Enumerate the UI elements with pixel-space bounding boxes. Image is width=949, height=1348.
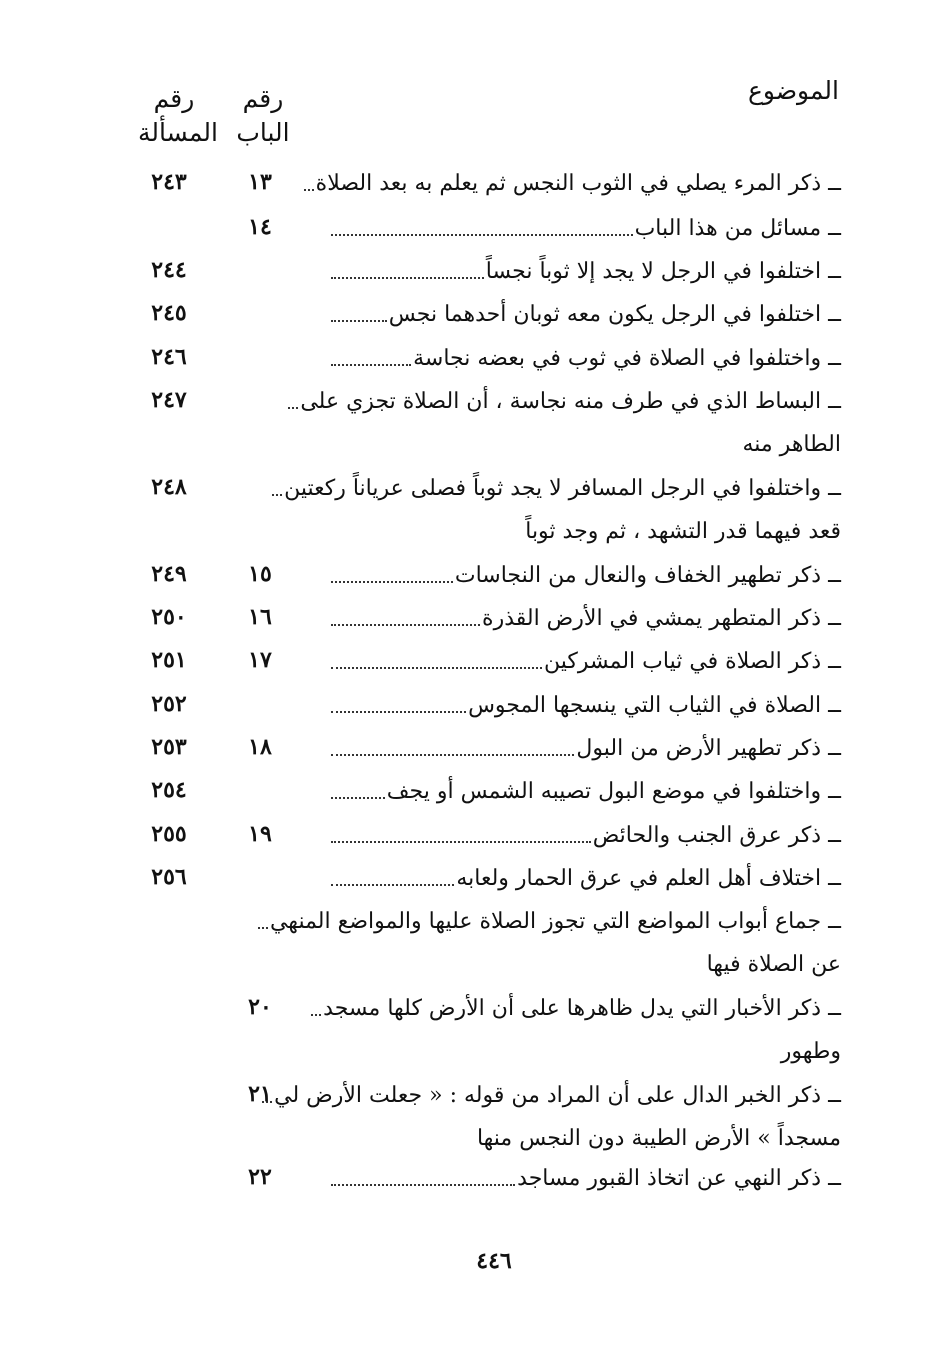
dot-leader xyxy=(304,189,314,191)
dot-leader xyxy=(331,754,574,756)
index-entry-line xyxy=(300,383,841,417)
dot-leader xyxy=(331,797,385,799)
issue-number: ٢٥٣ xyxy=(151,734,187,760)
index-entry-line xyxy=(331,210,841,244)
dot-leader xyxy=(331,667,542,669)
chapter-number: ١٣ xyxy=(248,169,272,195)
index-entry-text: ــ واختلفوا في الرجل المسافر لا يجد ثوباً فصلى عرياناً ركعتين xyxy=(284,476,841,501)
issue-number: ٢٥٢ xyxy=(151,691,187,717)
index-entry-text: ــ ذكر الأخبار التي يدل ظاهرها على أن الأرض كلها مسجد xyxy=(323,996,841,1021)
index-entry-line xyxy=(331,817,841,851)
dot-leader xyxy=(258,927,268,929)
index-entry-text: ــ واختلفوا في الصلاة في ثوب في بعضه نجاسة xyxy=(413,346,841,371)
index-entry-text: مسجداً » الأرض الطيبة دون النجس منها xyxy=(476,1126,841,1151)
dot-leader xyxy=(311,1014,321,1016)
issue-number: ٢٥٤ xyxy=(151,777,187,803)
chapter-number: ٢٢ xyxy=(248,1164,272,1190)
index-entry-line xyxy=(284,470,841,504)
index-entry-text: ــ ذكر تطهير الخفاف والنعال من النجاسات xyxy=(454,563,841,588)
index-entry-line xyxy=(331,860,841,894)
index-entry-text: ــ ذكر تطهير الأرض من البول xyxy=(576,736,841,761)
chapter-number: ١٤ xyxy=(248,214,272,240)
chapter-number: ١٨ xyxy=(248,734,272,760)
index-entry-text: ــ ذكر المتطهر يمشي في الأرض القذرة xyxy=(482,606,841,631)
index-entry-text: ــ واختلفوا في موضع البول تصيبه الشمس أو يجف xyxy=(386,779,841,804)
index-entry-line xyxy=(331,513,841,547)
index-entry-line xyxy=(269,903,841,937)
topic-column-header: الموضوع xyxy=(748,76,839,105)
index-entry-text: ــ الصلاة في الثياب التي ينسجها المجوس xyxy=(468,693,841,718)
index-entry-text: ــ مسائل من هذا الباب xyxy=(634,216,841,241)
dot-leader xyxy=(331,884,454,886)
issue-number: ٢٤٨ xyxy=(151,474,187,500)
dot-leader xyxy=(288,407,298,409)
issue-number: ٢٥٦ xyxy=(151,864,187,890)
index-entry-text: ــ ذكر الخبر الدال على أن المراد من قوله : « جعلت الأرض لي xyxy=(274,1083,841,1108)
index-entry-line xyxy=(331,296,841,330)
index-entry-text: وطهور xyxy=(780,1039,841,1064)
index-entry-text: ــ ذكر الصلاة في ثياب المشركين xyxy=(544,649,841,674)
dot-leader xyxy=(331,581,453,583)
index-entry-line xyxy=(331,687,841,721)
page-number: ٤٤٦ xyxy=(476,1248,512,1274)
dot-leader xyxy=(331,364,411,366)
index-entry-line xyxy=(315,165,841,199)
index-entry-line xyxy=(274,1077,841,1111)
index-entry-line xyxy=(331,253,841,287)
index-entry-line xyxy=(331,643,841,677)
index-entry-line xyxy=(331,1033,841,1067)
issue-number: ٢٥٠ xyxy=(151,604,187,630)
issue-number-column-header: رقم المسألة xyxy=(138,84,218,147)
index-entry-line xyxy=(331,773,841,807)
dot-leader xyxy=(331,711,466,713)
dot-leader xyxy=(331,1184,515,1186)
index-entry-text: ــ البساط الذي في طرف منه نجاسة ، أن الصلاة تجزي على xyxy=(300,389,841,414)
index-entry-line xyxy=(331,557,841,591)
dot-leader xyxy=(331,277,484,279)
index-entry-line xyxy=(331,340,841,374)
dot-leader xyxy=(331,624,480,626)
chapter-number: ١٧ xyxy=(248,647,272,673)
index-entry-line xyxy=(323,990,841,1024)
index-entry-line xyxy=(331,1120,841,1154)
dot-leader xyxy=(331,841,591,843)
chapter-number: ٢١ xyxy=(248,1081,272,1107)
index-entry-text: ــ ذكر المرء يصلي في الثوب النجس ثم يعلم به بعد الصلاة xyxy=(315,171,841,196)
chapter-number-column-header: رقم الباب xyxy=(236,84,290,147)
index-entry-text: قعد فيهما قدر التشهد ، ثم وجد ثوباً xyxy=(525,519,841,544)
index-entry-text: ــ ذكر النهي عن اتخاذ القبور مساجد xyxy=(517,1166,841,1191)
index-entry-line xyxy=(331,1160,841,1194)
chapter-number: ١٥ xyxy=(248,561,272,587)
chapter-number: ١٩ xyxy=(248,821,272,847)
index-entry-text: ــ اختلفوا في الرجل لا يجد إلا ثوباً نجساً xyxy=(485,259,841,284)
issue-number: ٢٤٦ xyxy=(151,344,187,370)
issue-number: ٢٤٣ xyxy=(151,169,187,195)
issue-number: ٢٤٩ xyxy=(151,561,187,587)
dot-leader xyxy=(272,494,282,496)
chapter-number: ٢٠ xyxy=(248,994,272,1020)
index-entry-line xyxy=(331,600,841,634)
issue-number: ٢٤٥ xyxy=(151,300,187,326)
dot-leader xyxy=(331,234,633,236)
chapter-number: ١٦ xyxy=(248,604,272,630)
index-entry-text: ــ ذكر عرق الجنب والحائض xyxy=(592,823,841,848)
index-entry-text: ــ جماع أبواب المواضع التي تجوز الصلاة عليها والمواضع المنهي xyxy=(269,909,841,934)
index-entry-line xyxy=(331,730,841,764)
index-entry-line xyxy=(331,946,841,980)
index-entry-text: ــ اختلاف أهل العلم في عرق الحمار ولعابه xyxy=(456,866,841,891)
index-entry-text: الطاهر منه xyxy=(742,432,841,457)
issue-number: ٢٥٥ xyxy=(151,821,187,847)
issue-number: ٢٥١ xyxy=(151,647,187,673)
dot-leader xyxy=(331,320,387,322)
index-entry-text: ــ اختلفوا في الرجل يكون معه ثوبان أحدهما نجس xyxy=(388,302,841,327)
index-entry-text: عن الصلاة فيها xyxy=(706,952,841,977)
index-entry-line xyxy=(331,426,841,460)
issue-number: ٢٤٤ xyxy=(151,257,187,283)
issue-number: ٢٤٧ xyxy=(151,387,187,413)
